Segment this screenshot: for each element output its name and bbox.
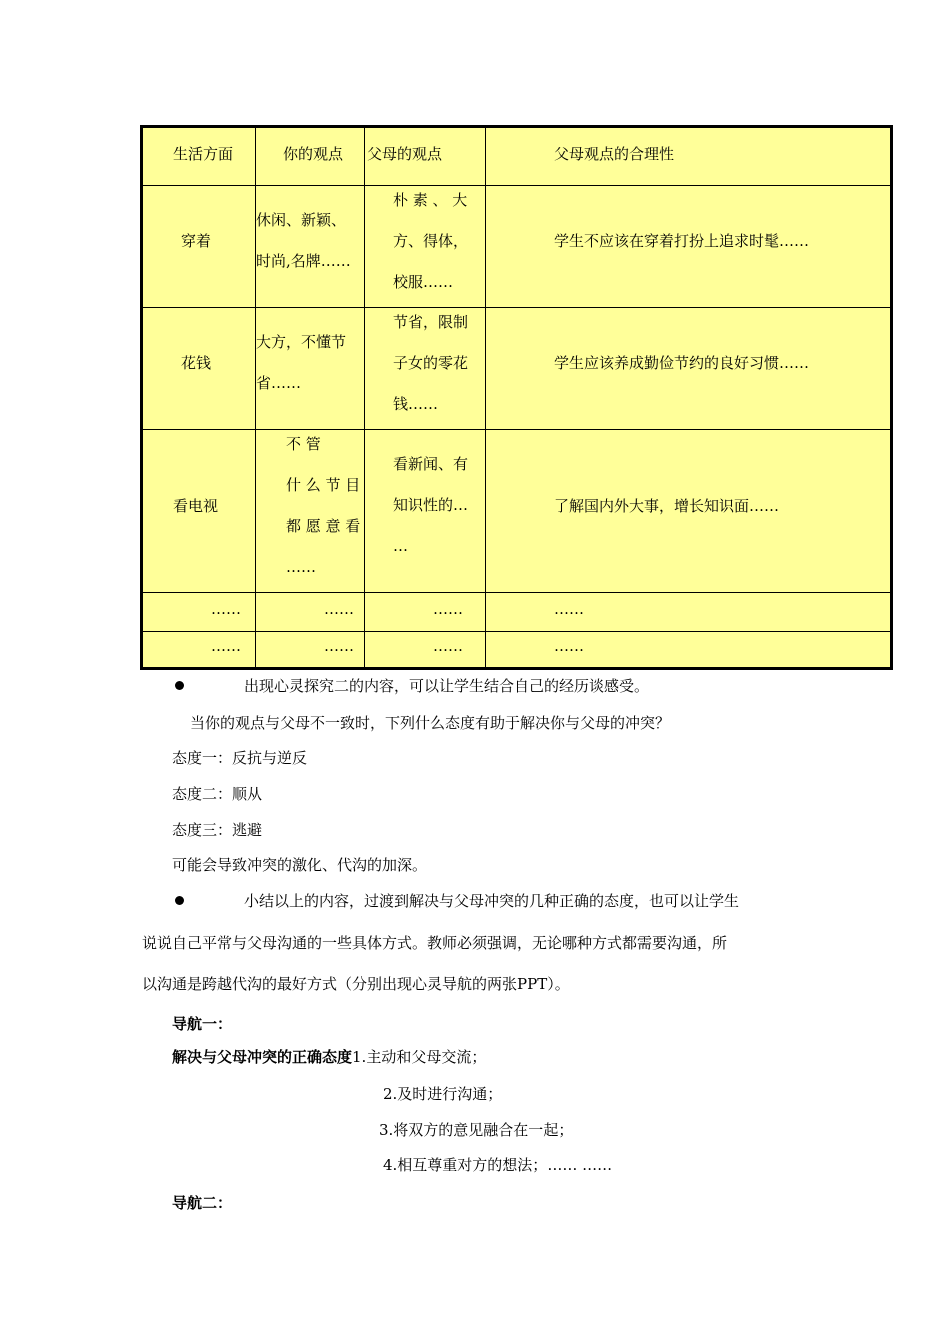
nav-1-item-1: 1.主动和父母交流； xyxy=(352,1048,487,1066)
paragraph-4-line-1: 小结以上的内容，过渡到解决与父母冲突的几种正确的态度，也可以让学生 xyxy=(244,892,740,910)
row5-yours-cell xyxy=(256,632,365,667)
row5-aspect: …… xyxy=(211,637,241,655)
row2-aspect: 花钱 xyxy=(181,354,212,372)
row3-aspect: 看电视 xyxy=(173,497,219,515)
row3-reason-cell xyxy=(486,430,890,593)
viewpoint-table xyxy=(140,125,893,670)
nav-1-title-line xyxy=(172,1046,486,1068)
row1-yours: 休闲、新颖、 时尚,名牌…… xyxy=(256,211,351,270)
header-aspect: 生活方面 xyxy=(173,145,234,163)
header-parents: 父母的观点 xyxy=(367,145,443,163)
row3-yours: 不 管 什 么 节 目 都 愿 意 看 …… xyxy=(286,435,361,576)
attitude-3: 态度三：逃避 xyxy=(172,821,263,839)
nav-1-heading: 导航一： xyxy=(172,1015,233,1033)
row4-yours: …… xyxy=(324,600,354,618)
header-reason: 父母观点的合理性 xyxy=(554,145,675,163)
row5-aspect-cell xyxy=(143,632,256,667)
row4-parents-cell xyxy=(365,593,486,632)
row1-aspect-cell xyxy=(143,186,256,308)
paragraph-4-line-2: 说说自己平常与父母沟通的一些具体方式。教师必须强调，无论哪种方式都需要沟通，所 xyxy=(142,934,728,952)
row2-parents: 节省，限制 子女的零花 钱…… xyxy=(393,313,469,413)
header-cell-parents xyxy=(365,128,486,186)
row3-reason: 了解国内外大事，增长知识面…… xyxy=(554,497,780,515)
paragraph-3: 可能会导致冲突的激化、代沟的加深。 xyxy=(172,856,428,874)
row5-reason: …… xyxy=(554,637,584,655)
paragraph-2: 当你的观点与父母不一致时，下列什么态度有助于解决你与父母的冲突？ xyxy=(190,714,671,732)
nav-1-title: 解决与父母冲突的正确态度 xyxy=(172,1048,353,1066)
row3-parents: 看新闻、有 知识性的… … xyxy=(393,455,469,555)
paragraph-1: 出现心灵探究二的内容，可以让学生结合自己的经历谈感受。 xyxy=(244,677,650,695)
row2-yours-cell xyxy=(256,308,365,430)
row1-aspect: 穿着 xyxy=(181,232,212,250)
row2-aspect-cell xyxy=(143,308,256,430)
row2-yours: 大方，不懂节 省…… xyxy=(256,333,347,392)
row5-parents: …… xyxy=(433,637,463,655)
header-cell-reason xyxy=(486,128,890,186)
bullet-2 xyxy=(175,896,184,905)
row4-reason: …… xyxy=(554,600,584,618)
nav-1-item-4: 4.相互尊重对方的想法；…… …… xyxy=(383,1156,613,1174)
nav-2-heading: 导航二： xyxy=(172,1194,233,1212)
nav-1-item-3: 3.将双方的意见融合在一起； xyxy=(379,1121,574,1139)
row1-yours-cell xyxy=(256,186,365,308)
header-cell-aspect xyxy=(143,128,256,186)
header-yours: 你的观点 xyxy=(283,145,344,163)
attitude-2: 态度二：顺从 xyxy=(172,785,263,803)
row2-reason-cell xyxy=(486,308,890,430)
row2-reason: 学生应该养成勤俭节约的良好习惯…… xyxy=(554,354,810,372)
attitude-1: 态度一：反抗与逆反 xyxy=(172,749,308,767)
nav-1-item-2: 2.及时进行沟通； xyxy=(383,1085,503,1103)
row5-yours: …… xyxy=(324,637,354,655)
row4-reason-cell xyxy=(486,593,890,632)
row3-parents-cell xyxy=(365,430,486,593)
row3-yours-cell xyxy=(256,430,365,593)
row5-parents-cell xyxy=(365,632,486,667)
row5-reason-cell xyxy=(486,632,890,667)
row4-aspect: …… xyxy=(211,600,241,618)
row1-parents-cell xyxy=(365,186,486,308)
paragraph-4-line-3: 以沟通是跨越代沟的最好方式（分别出现心灵导航的两张PPT）。 xyxy=(142,975,570,993)
row1-reason: 学生不应该在穿着打扮上追求时髦…… xyxy=(554,232,810,250)
row4-parents: …… xyxy=(433,600,463,618)
row2-parents-cell xyxy=(365,308,486,430)
bullet-1 xyxy=(175,681,184,690)
row1-reason-cell xyxy=(486,186,890,308)
row1-parents: 朴 素 、 大 方、得体， 校服…… xyxy=(393,191,469,291)
header-cell-yours xyxy=(256,128,365,186)
row3-aspect-cell xyxy=(143,430,256,593)
